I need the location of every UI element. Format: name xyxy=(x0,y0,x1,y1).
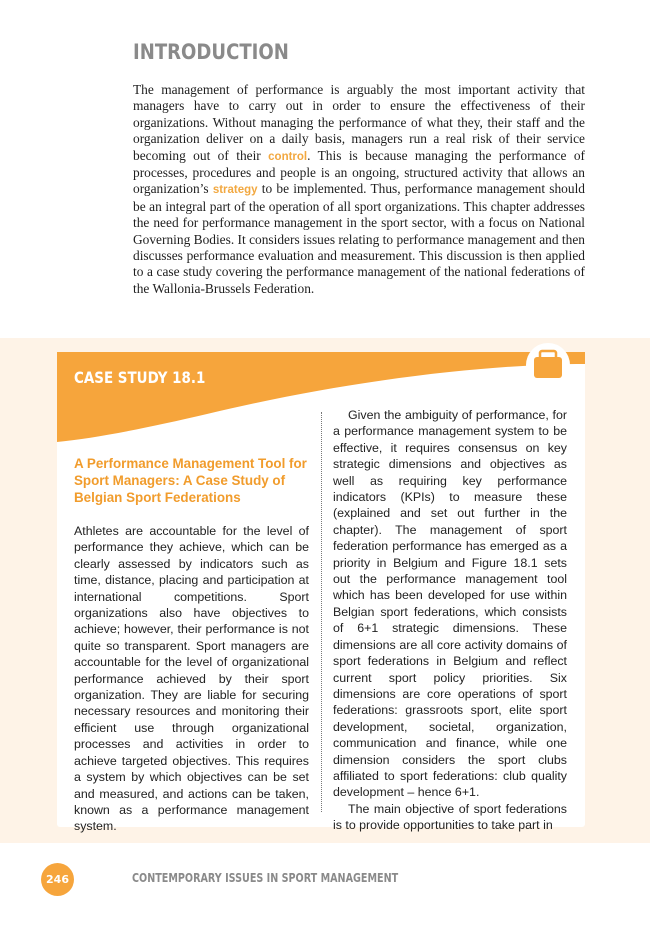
running-footer-title: CONTEMPORARY ISSUES IN SPORT MANAGEMENT xyxy=(132,871,399,885)
keyword-strategy: strategy xyxy=(212,184,258,197)
intro-text-2: . This is because managing the performance of processes, procedures and people is an ongoing, structured activity that allows an organization’s xyxy=(133,147,586,197)
briefcase-icon xyxy=(523,340,573,390)
case-study-left-text: Athletes are accountable for the level of performance they achieve, which can be clearly assessed by indicators such as time, distance, placing and participation at international competitions. Sport organizations also have objectives to achieve; however, their performance is not quite so transparent. Sport managers are accountable for the level of organizational performance achieved by their sport organization. They are liable for securing necessary resources and monitoring their efficient use through organizational processes and activities in order to achieve targeted objectives. This requires a system by which objectives can be set and measured, and actions can be taken, known as a performance management system. xyxy=(74,524,309,834)
intro-text-1: The management of performance is arguably the most important activity that managers have to carry out in order to ensure the effectiveness of their organizations. Without managing the performance of what they, their staff and the organization deliver on a daily basis, managers run a real risk of their service becoming out of their xyxy=(133,82,585,163)
case-study-right-paragraph-1: Given the ambiguity of performance, for a performance management system to be effective, it requires consensus on key strategic dimensions and objectives as well as requiring key performance indicators (KPIs) to measure these (explained and set out further in the chapter). The management of sport federation performance has emerged as a priority in Belgium and Figure 18.1 sets out the performance management tool which has been developed for use within Belgian sport federations, which consists of 6+1 strategic dimensions. These dimensions are all core activity domains of sport federations in Belgium and reflect current sport policy priorities. Six dimensions are core operations of sport federations: grassroots sport, elite sport development, societal, organization, communication and finance, while one dimension considers the sport clubs affiliated to sport federations: club quality development – hence 6+1. xyxy=(333,408,567,800)
keyword-control: control xyxy=(268,150,308,163)
case-study-subtitle: A Performance Management Tool for Sport Managers: A Case Study of Belgian Sport Federations xyxy=(74,456,307,505)
case-study-label: CASE STUDY 18.1 xyxy=(74,368,206,387)
case-study-right-paragraph-2: The main objective of sport federations is to provide opportunities to take part in xyxy=(333,801,567,833)
section-title: INTRODUCTION xyxy=(133,40,289,64)
column-divider xyxy=(321,412,322,812)
intro-paragraph xyxy=(133,82,585,297)
intro-text-3: to be implemented. Thus, performance management should be an integral part of the operation of all sport organizations. This chapter addresses the need for performance management in the sport sector, with a focus on National Governing Bodies. It considers issues relating to performance management and then discusses performance evaluation and measurement. This discussion is then applied to a case study covering the performance management of the national federations of the Wallonia-Brussels Federation. xyxy=(133,181,585,296)
case-study-right-column xyxy=(333,407,567,834)
page-number: 246 xyxy=(41,863,74,896)
case-study-left-column xyxy=(74,455,309,834)
